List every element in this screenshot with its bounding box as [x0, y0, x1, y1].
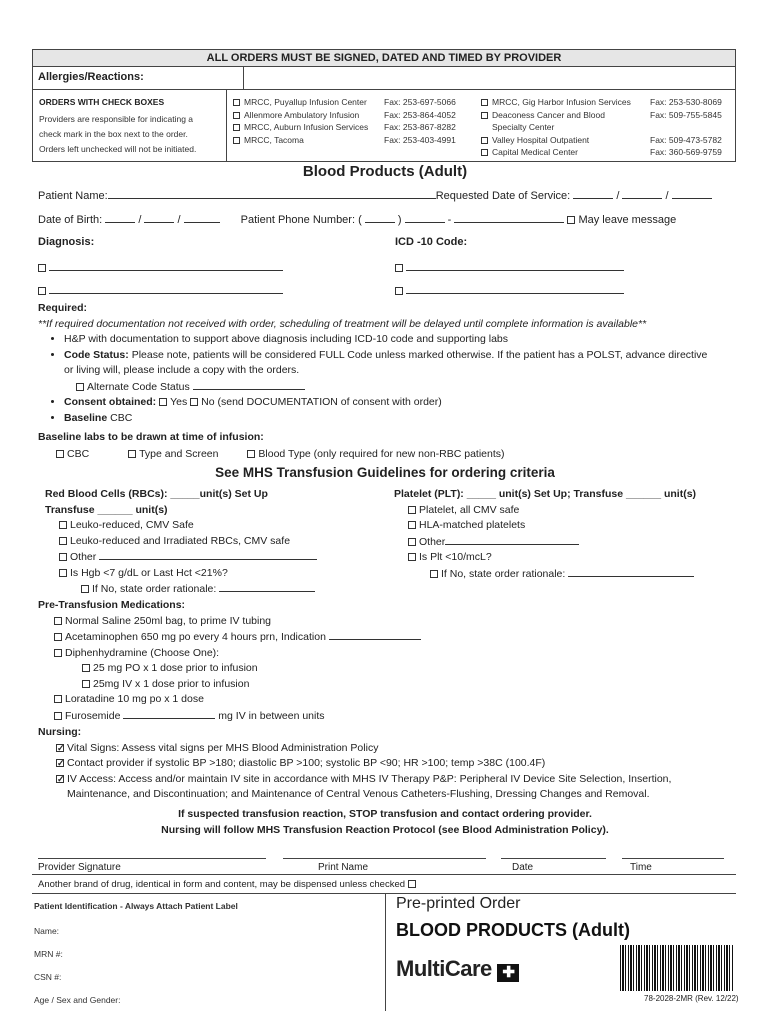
- another-brand-row: Another brand of drug, identical in form and content, may be dispensed unless checked: [38, 879, 419, 890]
- service-year-field[interactable]: [672, 188, 712, 199]
- provider-signature-label: Provider Signature: [38, 862, 121, 873]
- vital-signs-checkbox[interactable]: [56, 744, 64, 752]
- patient-name-row: Patient Name: Requested Date of Service: / /: [38, 188, 712, 202]
- rbc-rationale-field[interactable]: [219, 581, 315, 592]
- location-checkbox[interactable]: [233, 124, 240, 131]
- diagnosis-checkbox-2[interactable]: [38, 287, 46, 295]
- icd-checkbox-2[interactable]: [395, 287, 403, 295]
- patient-id-mrn-label: MRN #:: [34, 949, 63, 959]
- contact-provider-checkbox[interactable]: [56, 759, 64, 767]
- plt-rationale-checkbox[interactable]: [430, 570, 438, 578]
- patient-name-field[interactable]: [108, 188, 436, 199]
- form-code: 78-2028-2MR (Rev. 12/22): [644, 994, 739, 1003]
- rbc-rationale-checkbox[interactable]: [81, 585, 89, 593]
- alternate-code-status-field[interactable]: [193, 379, 305, 390]
- reaction-warning-2: Nursing will follow MHS Transfusion Reaction Protocol (see Blood Administration Policy).: [161, 824, 609, 836]
- baseline-labs-options: CBC Type and Screen Blood Type (only required for new non-RBC patients): [56, 447, 505, 463]
- check-boxes-instructions: Providers are responsible for indicating a check mark in the box next to the order. Orders left unchecked will not be initiated.: [39, 114, 197, 154]
- location-checkbox[interactable]: [233, 137, 240, 144]
- location-checkbox[interactable]: [481, 137, 488, 144]
- blood-products-title: BLOOD PRODUCTS (Adult): [396, 920, 630, 940]
- print-name-label: Print Name: [318, 862, 369, 873]
- reaction-warning-1: If suspected transfusion reaction, STOP transfusion and contact ordering provider.: [178, 808, 592, 820]
- rbc-hgb-checkbox[interactable]: [59, 569, 67, 577]
- patient-id-name-label: Name:: [34, 926, 60, 936]
- acetaminophen-checkbox[interactable]: [54, 633, 62, 641]
- saline-checkbox[interactable]: [54, 617, 62, 625]
- allergies-label: Allergies/Reactions:: [38, 71, 144, 83]
- multicare-logo: MultiCare ✚: [396, 956, 519, 982]
- icd-label: ICD -10 Code:: [395, 236, 468, 248]
- iv-access-checkbox[interactable]: [56, 775, 64, 783]
- furosemide-checkbox[interactable]: [54, 712, 62, 720]
- location-checkbox[interactable]: [233, 112, 240, 119]
- dob-phone-row: Date of Birth: / / Patient Phone Number: ( ) - May leave message: [38, 214, 677, 226]
- multicare-logo-icon: ✚: [497, 964, 519, 982]
- diagnosis-field-1[interactable]: [49, 260, 283, 271]
- loratadine-checkbox[interactable]: [54, 695, 62, 703]
- dob-month-field[interactable]: [105, 212, 135, 223]
- patient-id-title: Patient Identification - Always Attach Patient Label: [34, 901, 238, 911]
- service-month-field[interactable]: [573, 188, 613, 199]
- blood-type-checkbox[interactable]: [247, 450, 255, 458]
- form-title: Blood Products (Adult): [302, 163, 468, 180]
- platelet-section: Platelet (PLT): _____ unit(s) Set Up; Transfuse ______ unit(s) Platelet, all CMV safe HLA-matched platelets Other Is Plt <10/mcL? If No, state order rationale:: [394, 488, 697, 580]
- icd-field-2[interactable]: [406, 283, 624, 294]
- location-checkbox[interactable]: [481, 149, 488, 156]
- rbc-other-checkbox[interactable]: [59, 553, 67, 561]
- print-name-line[interactable]: [283, 858, 486, 859]
- diagnosis-label: Diagnosis:: [38, 236, 95, 248]
- nursing-section: Nursing: ✓Vital Signs: Assess vital signs per MHS Blood Administration Policy ✓Contact provider if systolic BP >180; diastolic BP >100; systolic BP <90; HR >100; temp >38C (100.4F) ✓IV Access: Access and/or maintain IV site in accordance with MHS IV Therapy P&P: Peripheral IV Device Site Selection, Insertion, Maintenance, and Discontinuation; and Maintenance of Central Venous Catheters-Flushing, Dressing Changes and Removal.: [38, 725, 738, 803]
- preprinted-order-label: Pre-printed Order: [396, 895, 521, 912]
- phone-prefix-field[interactable]: [405, 212, 445, 223]
- diphenhydramine-checkbox[interactable]: [54, 649, 62, 657]
- may-leave-message-checkbox[interactable]: [567, 216, 575, 224]
- provider-signature-line[interactable]: [38, 858, 266, 859]
- rbc-other-field[interactable]: [99, 549, 317, 560]
- date-label: Date: [512, 862, 534, 873]
- phone-number-field[interactable]: [454, 212, 564, 223]
- plt-other-checkbox[interactable]: [408, 538, 416, 546]
- locations-left-list: MRCC, Puyallup Infusion Center Fax: 253-697-5066 Allenmore Ambulatory Infusion Fax: 253-864-4052 MRCC, Auburn Infusion Services Fax: 253-867-8282 MRCC, Tacoma Fax: 253-403-4991: [233, 96, 456, 146]
- patient-id-age-label: Age / Sex and Gender:: [34, 995, 121, 1005]
- allergies-row: [32, 67, 736, 90]
- icd-checkbox-1[interactable]: [395, 264, 403, 272]
- check-boxes-title: ORDERS WITH CHECK BOXES: [39, 97, 165, 107]
- diph-po-checkbox[interactable]: [82, 664, 90, 672]
- type-and-screen-checkbox[interactable]: [128, 450, 136, 458]
- rbc-leuko-cmv-checkbox[interactable]: [59, 521, 67, 529]
- time-line[interactable]: [622, 858, 724, 859]
- consent-yes-checkbox[interactable]: [159, 398, 167, 406]
- icd-field-1[interactable]: [406, 260, 624, 271]
- location-checkbox[interactable]: [233, 99, 240, 106]
- plt-rationale-field[interactable]: [568, 566, 694, 577]
- dob-year-field[interactable]: [184, 212, 220, 223]
- plt-hla-checkbox[interactable]: [408, 521, 416, 529]
- locations-right-list: MRCC, Gig Harbor Infusion Services Fax: 253-530-8069 Deaconess Cancer and Blood Fax: 509-755-5845 Specialty Center Valley Hospital Outpatient Fax: 509-473-5782 Capital Medical Center Fax: 360-569-9759: [481, 96, 722, 159]
- time-label: Time: [630, 862, 652, 873]
- furosemide-dose-field[interactable]: [123, 708, 215, 719]
- date-line[interactable]: [501, 858, 606, 859]
- consent-no-checkbox[interactable]: [190, 398, 198, 406]
- diagnosis-field-2[interactable]: [49, 283, 283, 294]
- baseline-cbc-checkbox[interactable]: [56, 450, 64, 458]
- service-day-field[interactable]: [622, 188, 662, 199]
- location-checkbox[interactable]: [481, 99, 488, 106]
- pre-transfusion-section: Pre-Transfusion Medications: Normal Saline 250ml bag, to prime IV tubing Acetaminophen 650 mg po every 4 hours prn, Indication Diphenhydramine (Choose One): 25 mg PO x 1 dose prior to infusion 25mg IV x 1 dose prior to infusion Loratadine 10 mg po x 1 dose Furosemide mg IV in between units: [38, 598, 738, 724]
- orders-info-row: [32, 90, 736, 162]
- location-checkbox[interactable]: [481, 112, 488, 119]
- acetaminophen-indication-field[interactable]: [329, 629, 421, 640]
- baseline-labs-label: Baseline labs to be drawn at time of infusion:: [38, 431, 264, 443]
- plt-other-field[interactable]: [445, 534, 579, 545]
- dob-day-field[interactable]: [144, 212, 174, 223]
- diagnosis-checkbox-1[interactable]: [38, 264, 46, 272]
- patient-id-csn-label: CSN #:: [34, 972, 62, 982]
- dispense-as-written-checkbox[interactable]: [408, 880, 416, 888]
- rbc-leuko-irradiated-checkbox[interactable]: [59, 537, 67, 545]
- guidelines-heading: See MHS Transfusion Guidelines for ordering criteria: [215, 465, 555, 480]
- diph-iv-checkbox[interactable]: [82, 680, 90, 688]
- alternate-code-status-checkbox[interactable]: [76, 383, 84, 391]
- signature-requirement-banner: ALL ORDERS MUST BE SIGNED, DATED AND TIMED BY PROVIDER: [32, 49, 736, 67]
- required-section: Required: **If required documentation not received with order, scheduling of treatment will be delayed until complete information is available** • H&P with documentation to support above diagnosis including ICD-10 code and supporting labs • Code Status: Please note, patients will be considered FULL Code unless marked otherwise. If the patient has a POLST, advance directive or living will, please include a copy with the orders. Alternate Code Status • Consent obtained: Yes No (send DOCUMENTATION of consent with order) • Baseline CBC: [38, 301, 738, 426]
- barcode: [620, 945, 734, 991]
- plt-count-checkbox[interactable]: [408, 553, 416, 561]
- phone-area-field[interactable]: [365, 212, 395, 223]
- rbc-section: Red Blood Cells (RBCs): _____unit(s) Set Up Transfuse ______ unit(s) Leuko-reduced, CMV Safe Leuko-reduced and Irradiated RBCs, CMV safe Other Is Hgb <7 g/dL or Last Hct <21%? If No, state order rationale:: [45, 487, 375, 598]
- plt-cmv-checkbox[interactable]: [408, 506, 416, 514]
